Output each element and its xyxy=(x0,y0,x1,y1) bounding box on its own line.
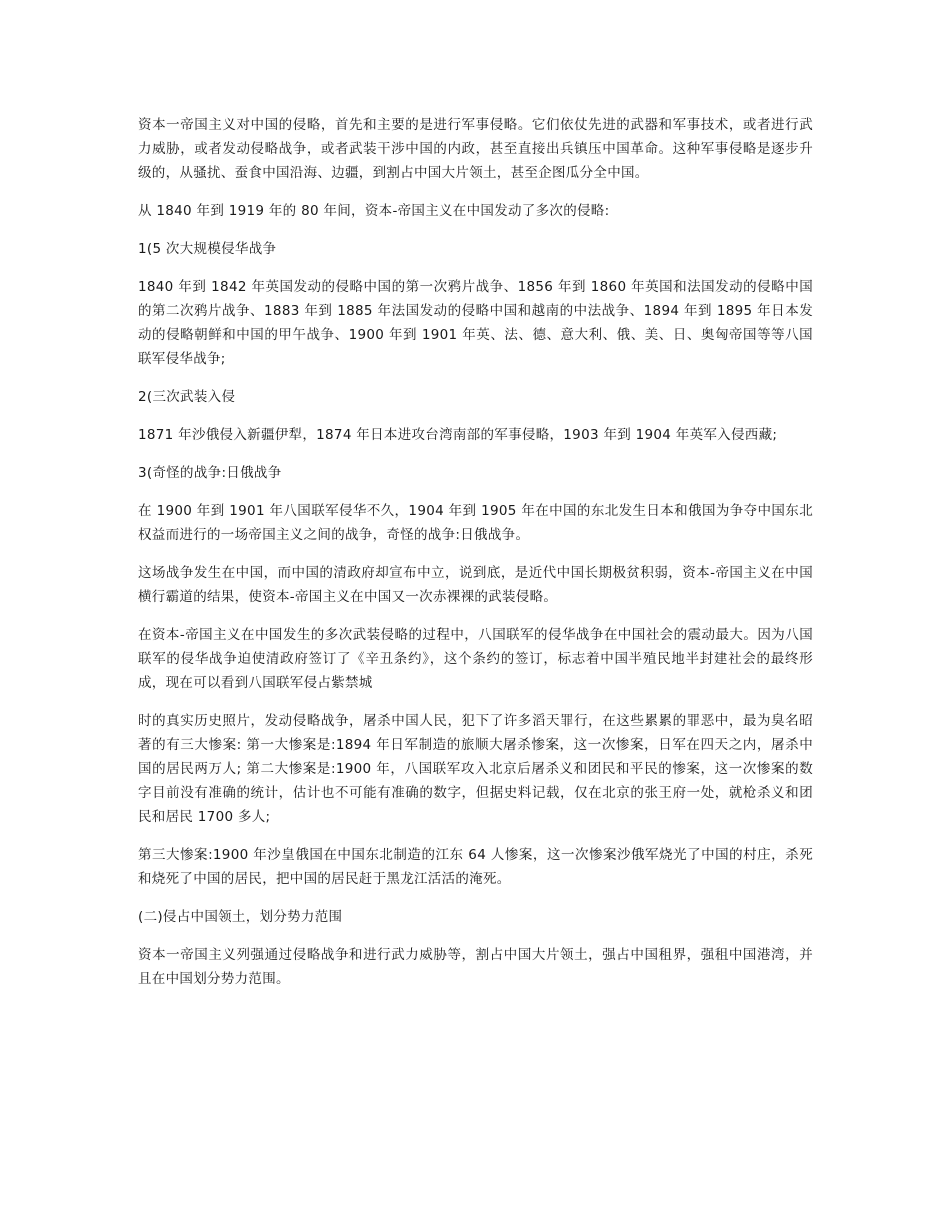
paragraph-war-in-china: 这场战争发生在中国，而中国的清政府却宣布中立，说到底，是近代中国长期极贫积弱，资本-帝国主义在中国横行霸道的结果，使资本-帝国主义在中国又一次赤裸裸的武装侵略。 xyxy=(138,565,813,605)
paragraph-eight-nation-alliance: 在资本-帝国主义在中国发生的多次武装侵略的过程中，八国联军的侵华战争在中国社会的震动最大。因为八国联军的侵华战争迫使清政府签订了《辛丑条约》，这个条约的签订，标志着中国半殖民地半封建社会的最终形成，现在可以看到八国联军侵占紫禁城 xyxy=(138,627,813,691)
paragraph-period-overview: 从 1840 年到 1919 年的 80 年间，资本-帝国主义在中国发动了多次的侵略: xyxy=(138,203,610,219)
document-page xyxy=(138,113,813,1005)
heading-three-invasions: 2(三次武装入侵 xyxy=(138,389,236,405)
paragraph-territory-occupation: 资本一帝国主义列强通过侵略战争和进行武力威胁等，割占中国大片领土，强占中国租界，强租中国港湾，并且在中国划分势力范围。 xyxy=(138,947,813,987)
paragraph-three-invasions-list: 1871 年沙俄侵入新疆伊犁，1874 年日本进攻台湾南部的军事侵略，1903 年到 1904 年英军入侵西藏; xyxy=(138,427,778,443)
heading-five-wars: 1(5 次大规模侵华战争 xyxy=(138,241,277,257)
paragraph-third-massacre: 第三大惨案:1900 年沙皇俄国在中国东北制造的江东 64 人惨案，这一次惨案沙俄军烧光了中国的村庄，杀死和烧死了中国的居民，把中国的居民赶于黑龙江活活的淹死。 xyxy=(138,847,813,887)
paragraph-military-aggression-intro: 资本一帝国主义对中国的侵略，首先和主要的是进行军事侵略。它们依仗先进的武器和军事技术，或者进行武力威胁，或者发动侵略战争，或者武装干涉中国的内政，甚至直接出兵镇压中国革命。这种军事侵略是逐步升级的，从骚扰、蚕食中国沿海、边疆，到割占中国大片领土，甚至企图瓜分全中国。 xyxy=(138,117,813,181)
paragraph-five-wars-list: 1840 年到 1842 年英国发动的侵略中国的第一次鸦片战争、1856 年到 1860 年英国和法国发动的侵略中国的第二次鸦片战争、1883 年到 1885 年法国发动的侵略中国和越南的中法战争、1894 年到 1895 年日本发动的侵略朝鲜和中国的甲午战争、1900 年到 1901 年英、法、德、意大利、俄、美、日、奥匈帝国等等八国联军侵华战争; xyxy=(138,279,813,367)
paragraph-russo-japanese-war: 在 1900 年到 1901 年八国联军侵华不久，1904 年到 1905 年在中国的东北发生日本和俄国为争夺中国东北权益而进行的一场帝国主义之间的战争，奇怪的战争:日俄战争。 xyxy=(138,503,813,543)
paragraph-three-massacres: 时的真实历史照片，发动侵略战争，屠杀中国人民，犯下了许多滔天罪行，在这些累累的罪恶中，最为臭名昭著的有三大惨案: 第一大惨案是:1894 年日军制造的旅顺大屠杀惨案，这一次惨案，日军在四天之内，屠杀中国的居民两万人; 第二大惨案是:1900 年，八国联军攻入北京后屠杀义和团民和平民的惨案，这一次惨案的数字目前没有准确的统计，估计也不可能有准确的数字，但据史料记载，仅在北京的张王府一处，就枪杀义和团民和居民 1700 多人; xyxy=(138,713,813,825)
heading-russo-japanese-war: 3(奇怪的战争:日俄战争 xyxy=(138,465,282,481)
heading-territory-occupation: (二)侵占中国领土，划分势力范围 xyxy=(138,909,343,925)
